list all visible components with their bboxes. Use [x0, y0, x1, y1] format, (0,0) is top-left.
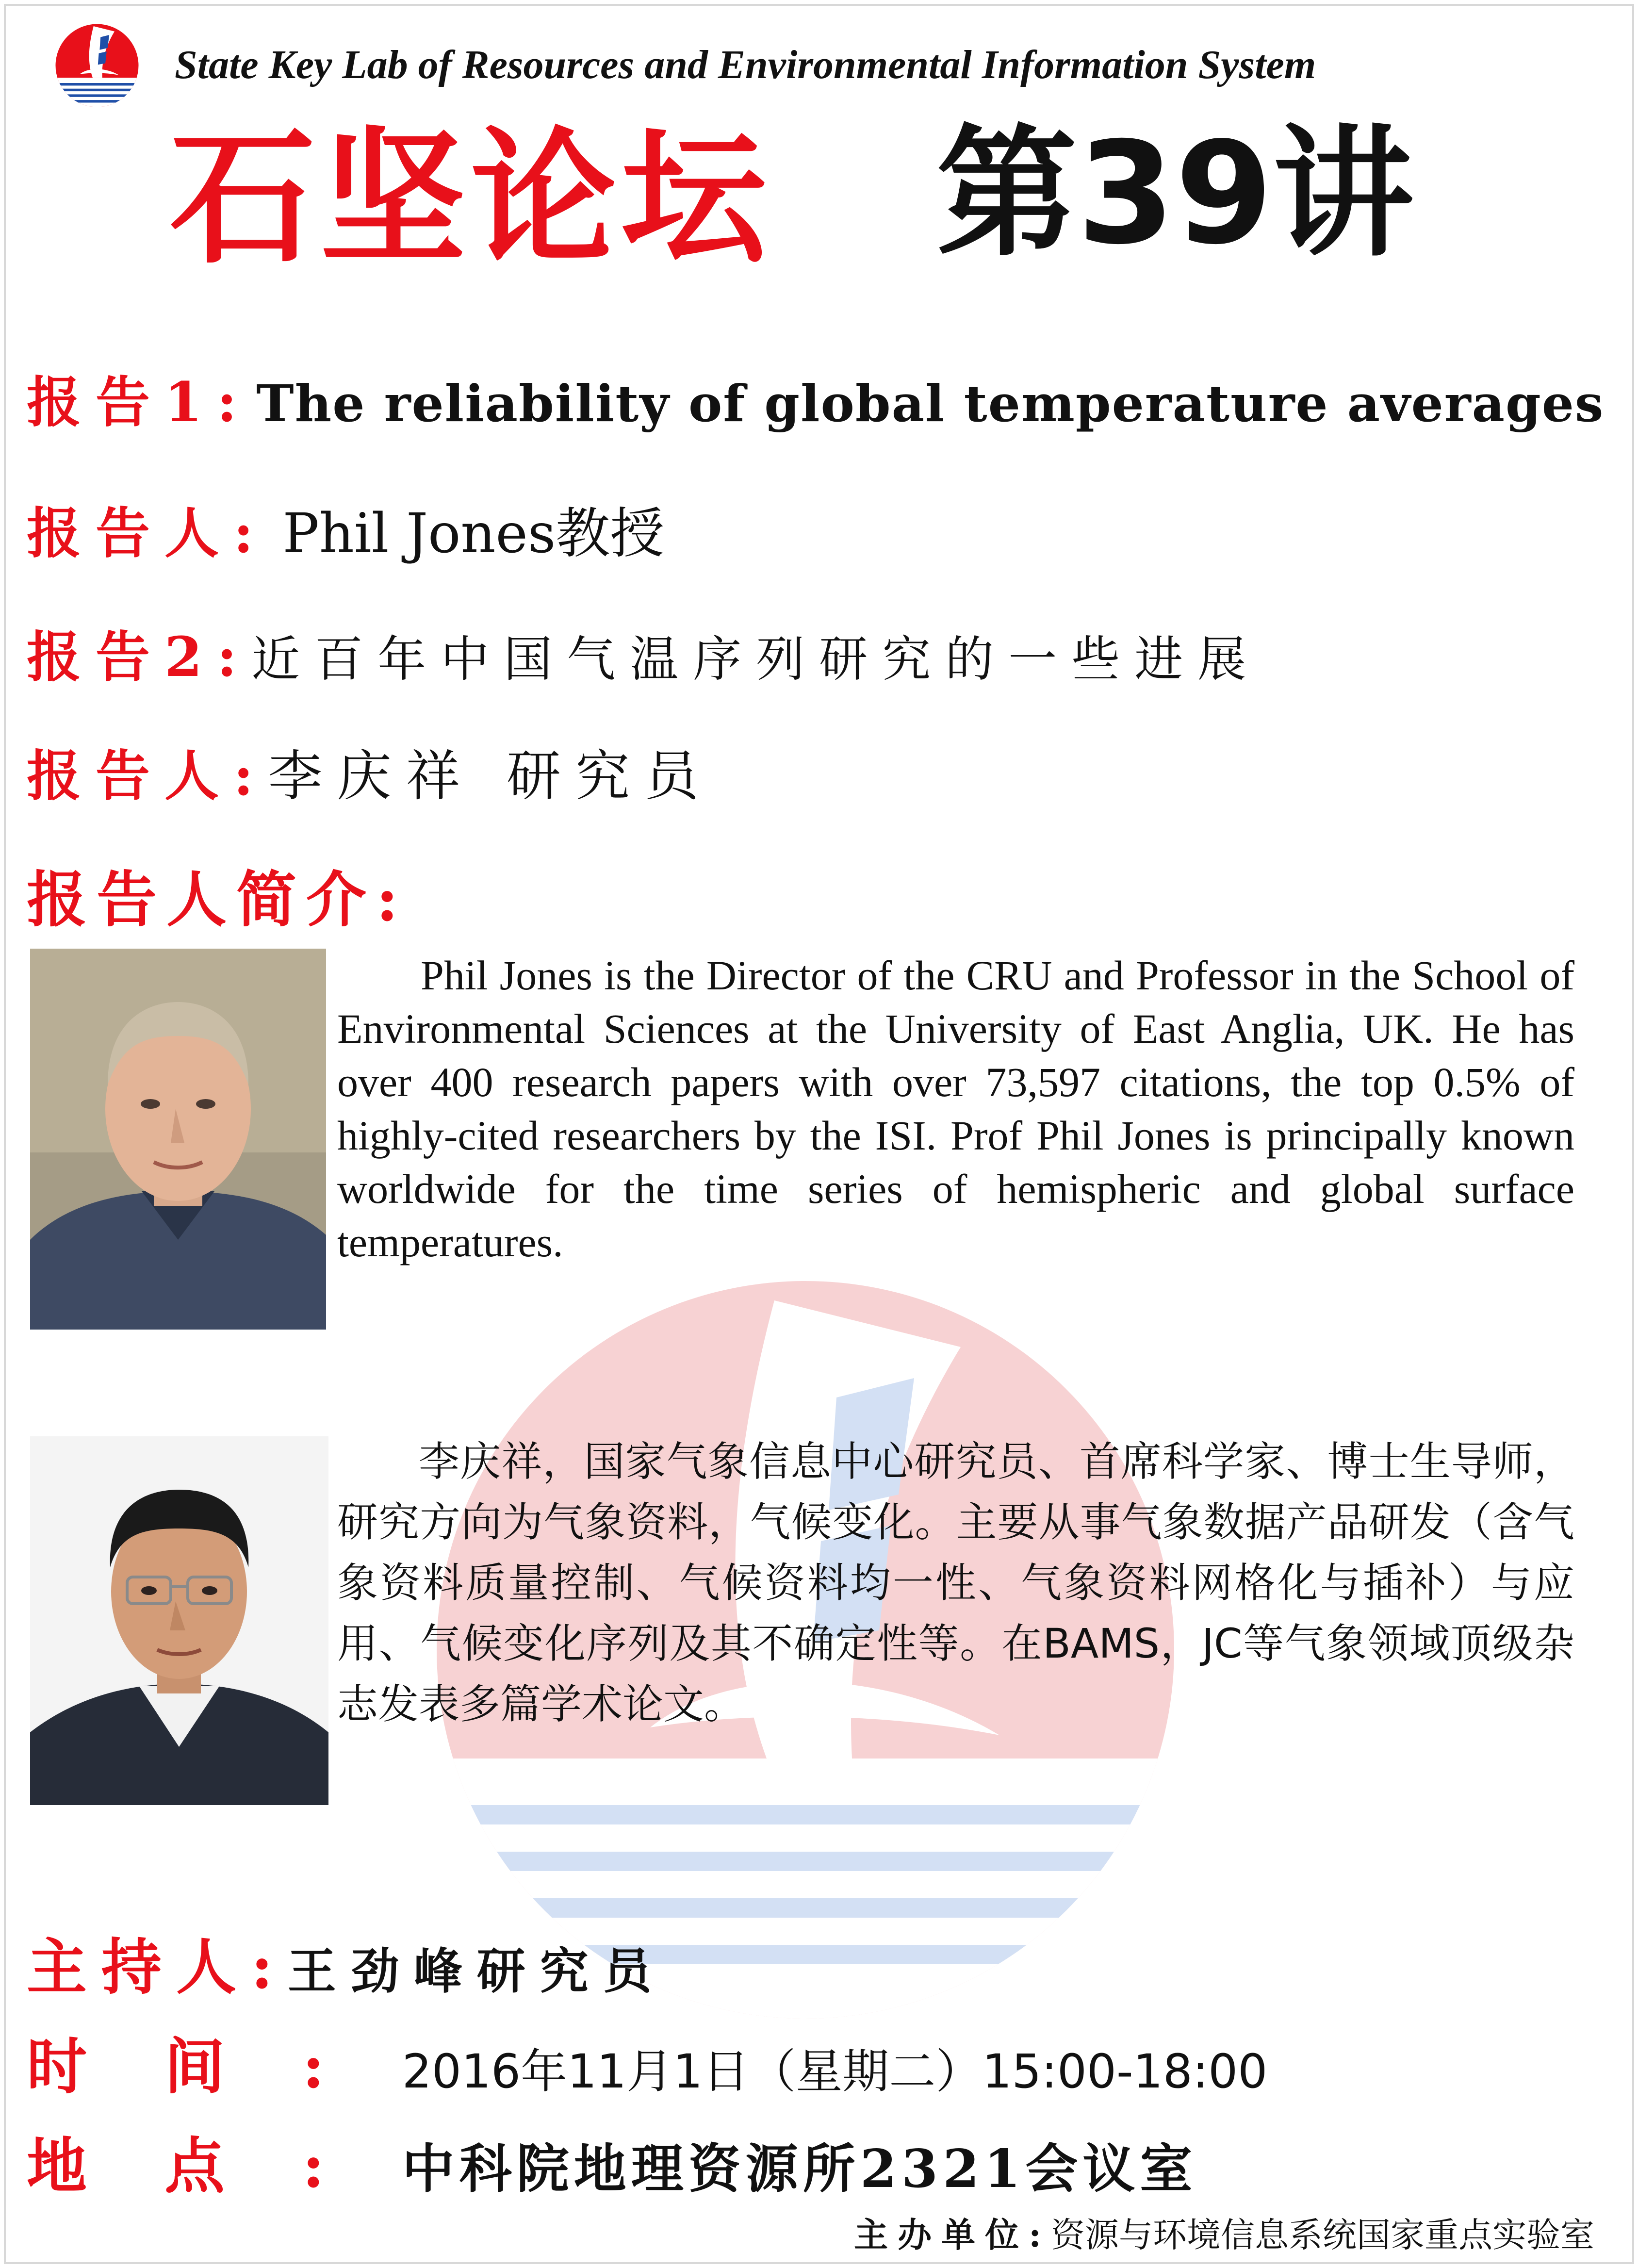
- talk2-title: 近百年中国气温序列研究的一些进展: [251, 631, 1261, 688]
- place-label: 地点:: [27, 2131, 402, 2202]
- speaker2-name: 李庆祥 研究员: [268, 745, 713, 808]
- talk1-row: [27, 359, 1604, 437]
- time-row: [27, 2019, 1267, 2105]
- time-value: 2016年11月1日（星期二）15:00-18:00: [402, 2044, 1268, 2099]
- place-value: 中科院地理资源所2321会议室: [402, 2138, 1197, 2200]
- li-qingxiang-photo: [30, 1436, 328, 1805]
- forum-title: 石坚论坛: [170, 114, 771, 283]
- bio-heading-row: [27, 852, 408, 938]
- phil-jones-bio: Phil Jones is the Director of the CRU and Professor in the School of Environmental Sciences at the University of East Anglia, UK. He has over 400 research papers with over 73,597 citations, the top 0.5% of highly-cited researchers by the ISI. Prof Phil Jones is principally known worldwide for the time series of hemispheric and global surface temperatures.: [337, 952, 1574, 1265]
- speaker2-label: 报告人:: [27, 744, 268, 808]
- host-value: 王劲峰研究员: [287, 1942, 666, 2000]
- speaker2-row: [27, 733, 713, 811]
- speaker1-label: 报告人:: [27, 502, 268, 565]
- organizer-value: 资源与环境信息系统国家重点实验室: [1051, 2215, 1594, 2255]
- speaker1-name: Phil Jones教授: [282, 502, 665, 565]
- host-row: [27, 1919, 666, 2005]
- time-label: 时间:: [27, 2032, 402, 2102]
- host-label: 主持人:: [27, 1932, 288, 2003]
- bio-heading: 报告人简介:: [27, 865, 408, 935]
- talk2-label: 报告2:: [27, 625, 252, 689]
- phil-jones-photo: [30, 949, 326, 1330]
- talk1-label: 报告1:: [27, 371, 252, 434]
- organizer-label: 主办单位:: [854, 2215, 1051, 2255]
- lab-name: State Key Lab of Resources and Environmental Information System: [175, 42, 1316, 87]
- speaker1-row: [27, 490, 664, 568]
- li-qingxiang-bio: 李庆祥，国家气象信息中心研究员、首席科学家、博士生导师，研究方向为气象资料，气候变化。主要从事气象数据产品研发（含气象资料质量控制、气候资料均一性、气象资料网格化与插补）与应用、气候变化序列及其不确定性等。在BAMS，JC等气象领域顶级杂志发表多篇学术论文。: [337, 1438, 1574, 1728]
- organizer-footer: [854, 2208, 1594, 2257]
- lecture-number: 第39讲: [936, 112, 1414, 276]
- place-row: [27, 2118, 1197, 2204]
- lreis-logo: [53, 22, 141, 109]
- talk2-row: [27, 614, 1261, 692]
- talk1-title: The reliability of global temperature averages: [256, 374, 1605, 433]
